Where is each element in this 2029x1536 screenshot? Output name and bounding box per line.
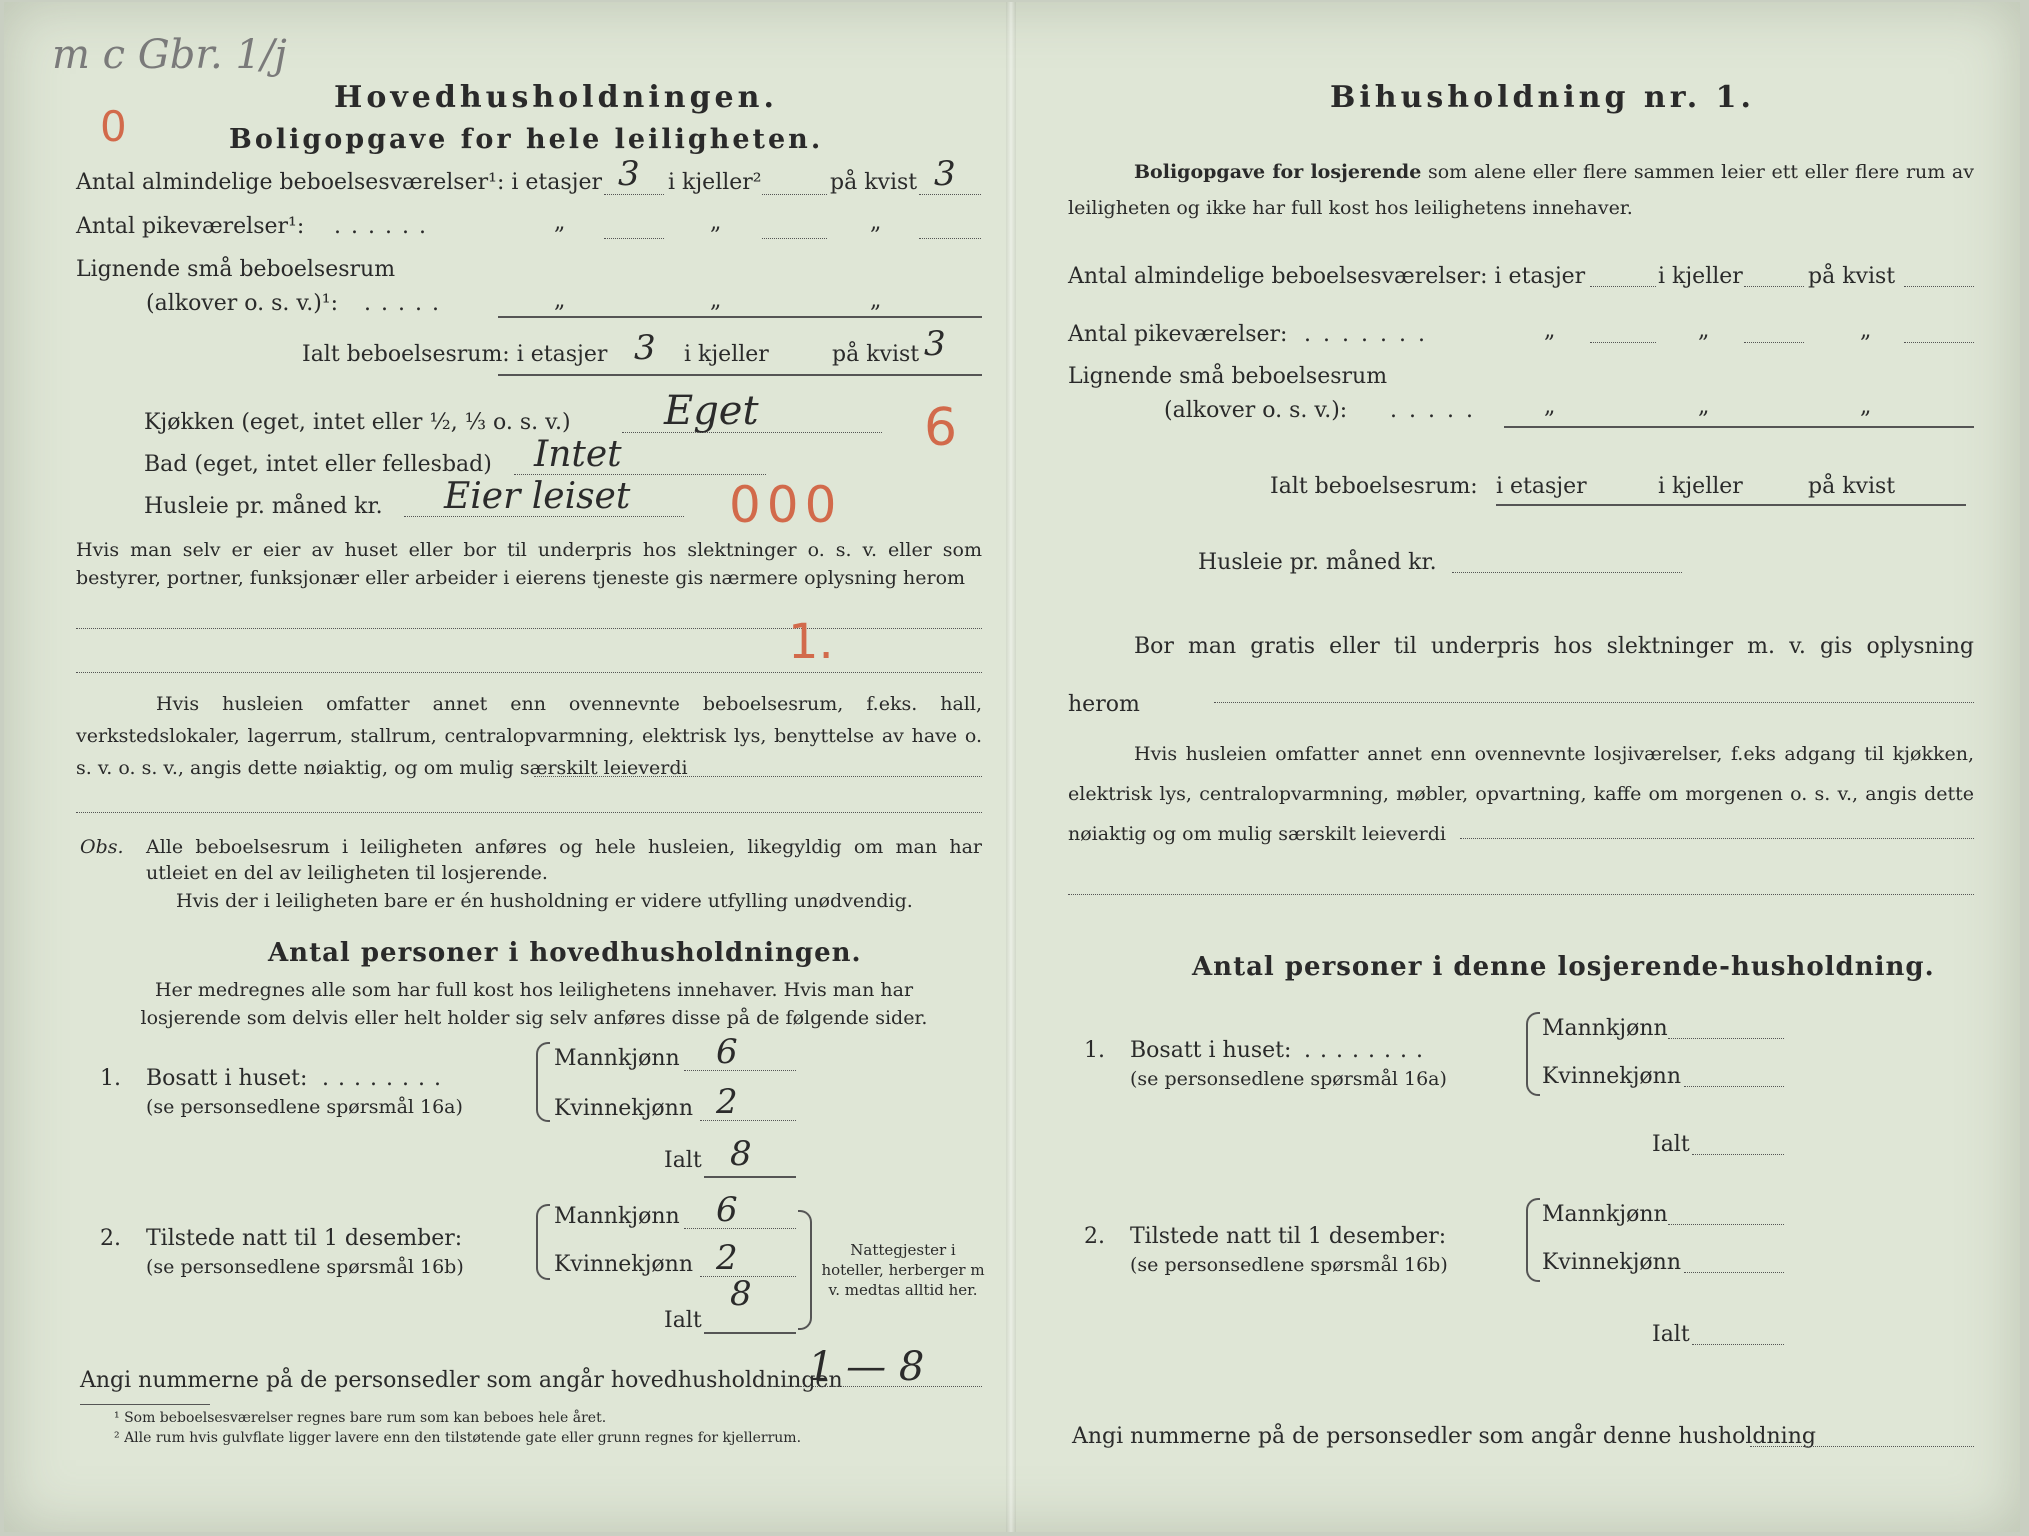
left-q2-mann-value: 6 <box>716 1190 738 1230</box>
obs-text-1: Alle beboelsesrum i leiligheten anføres og hele husleien, likegyldig om man har utleiet en del av leiligheten til losjerende. <box>146 836 982 884</box>
husleie-label: Husleie pr. måned kr. <box>144 494 383 519</box>
left-title: Hovedhusholdningen. <box>334 80 778 115</box>
right-intro-rest: som alene eller flere sammen leier ett eller flere rum av leiligheten og ikke har full kost hos leilighetens innehaver. <box>1068 161 1974 219</box>
red-one-annotation: 1. <box>788 614 834 670</box>
left-q2-kvinne-label: Kvinnekjønn <box>554 1252 693 1277</box>
left-q1-mann-label: Mannkjønn <box>554 1046 680 1071</box>
red-six-annotation: 6 <box>924 398 958 458</box>
left-angi-label: Angi nummerne på de personsedler som angår hovedhusholdningen <box>80 1368 843 1393</box>
right-persons-title: Antal personer i denne losjerende-husholdning. <box>1192 952 1935 982</box>
right-angi-label: Angi nummerne på de personsedler som angår denne husholdning <box>1072 1424 1816 1449</box>
right-q2-num: 2. <box>1084 1224 1105 1249</box>
right-q1-kvinne-label: Kvinnekjønn <box>1542 1064 1681 1089</box>
ialt-rooms-label: Ialt beboelsesrum: i etasjer <box>302 342 608 367</box>
page-fold <box>1006 2 1016 1532</box>
left-q2-kvinne-value: 2 <box>716 1238 738 1278</box>
right-ialt-label: Ialt beboelsesrum: <box>1270 474 1478 499</box>
right-q2-mann-label: Mannkjønn <box>1542 1202 1668 1227</box>
alkover-ditto-2: „ <box>710 288 722 313</box>
ialt-etasjer-value: 3 <box>634 328 656 368</box>
left-q1-kvinne-value: 2 <box>716 1082 738 1122</box>
right-kjeller-label: i kjeller <box>1658 264 1743 289</box>
right-gratis-text: Bor man gratis eller til underpris hos slektninger m. v. gis oplysning herom <box>1068 634 1974 717</box>
nattegjester-note: Nattegjester i hoteller, herberger m v. medtas alltid her. <box>821 1241 985 1299</box>
right-q2-kvinne-label: Kvinnekjønn <box>1542 1250 1681 1275</box>
ialt-kjeller-label: i kjeller <box>684 342 769 367</box>
alkover-ditto-1: „ <box>554 288 566 313</box>
right-rooms-label: Antal almindelige beboelsesværelser: i etasjer <box>1068 264 1586 289</box>
pike-ditto-2: „ <box>710 210 722 235</box>
pike-ditto-3: „ <box>870 210 882 235</box>
right-q1-ialt-label: Ialt <box>1652 1132 1690 1157</box>
left-q1-label: Bosatt i huset: <box>146 1066 308 1091</box>
pike-ditto-1: „ <box>554 210 566 235</box>
right-title: Bihusholdning nr. 1. <box>1330 80 1755 115</box>
left-q2-ialt-value: 8 <box>730 1274 752 1314</box>
right-pike-ditto-3: „ <box>1860 318 1872 343</box>
lignende-label: Lignende små beboelsesrum <box>76 257 396 282</box>
rooms-etasjer-value: 3 <box>618 154 640 194</box>
obs-label: Obs. <box>80 836 124 858</box>
alkover-ditto-3: „ <box>870 288 882 313</box>
right-lignende-label: Lignende små beboelsesrum <box>1068 364 1388 389</box>
rooms-kvist-value: 3 <box>934 154 956 194</box>
left-q2-mann-label: Mannkjønn <box>554 1204 680 1229</box>
right-q2-label: Tilstede natt til 1 desember: <box>1130 1224 1447 1249</box>
left-q1-ialt-label: Ialt <box>664 1148 702 1173</box>
right-ialt-kvist: på kvist <box>1808 474 1896 499</box>
right-q1-num: 1. <box>1084 1038 1105 1063</box>
left-q2-label: Tilstede natt til 1 desember: <box>146 1226 463 1251</box>
husleie-note: Hvis husleien omfatter annet enn ovennevnte beboelsesrum, f.eks. hall, verkstedslokaler, lagerrum, stallrum, centralopvarmning, elektrisk lys, benyttelse av have o. s. v. o. s. v., angis dette nøiaktig, og om mulig særskilt leieverdi <box>76 693 982 779</box>
left-persons-note: Her medregnes alle som har full kost hos leilighetens innehaver. Hvis man har losjerende som delvis eller helt holder sig selv anføres disse på de følgende sider. <box>140 979 928 1029</box>
red-zeros-annotation: 000 <box>729 476 843 534</box>
husleie-value: Eier leiset <box>444 476 631 517</box>
left-q1-ialt-value: 8 <box>730 1134 752 1174</box>
right-husleie-label: Husleie pr. måned kr. <box>1198 550 1437 575</box>
left-q2-sub: (se personsedlene spørsmål 16b) <box>146 1256 464 1278</box>
right-alkover-label: (alkover o. s. v.): <box>1164 398 1348 423</box>
rooms-kvist-label: på kvist <box>830 170 918 195</box>
pencil-annotation: m c Gbr. 1/j <box>52 32 287 78</box>
right-husleie-note: Hvis husleien omfatter annet enn ovennevnte losjiværelser, f.eks adgang til kjøkken, elektrisk lys, centralopvarmning, møbler, opvartning, kaffe om morgenen o. s. v., angis dette nøiaktig og om mulig særskilt leieverdi <box>1068 743 1974 845</box>
obs-text-2: Hvis der i leiligheten bare er én husholdning er videre utfylling unødvendig. <box>176 890 913 912</box>
kjokken-value: Eget <box>664 388 759 434</box>
rooms-kjeller-label: i kjeller² <box>668 170 762 195</box>
footnote-2: ² Alle rum hvis gulvflate ligger lavere enn den tilstøtende gate eller grunn regnes for kjellerrum. <box>114 1430 802 1446</box>
left-q1-mann-value: 6 <box>716 1032 738 1072</box>
right-ialt-kjeller: i kjeller <box>1658 474 1743 499</box>
right-q1-sub: (se personsedlene spørsmål 16a) <box>1130 1068 1447 1090</box>
right-q1-mann-label: Mannkjønn <box>1542 1016 1668 1041</box>
right-intro-bold: Boligopgave for losjerende <box>1134 161 1422 183</box>
kjokken-label: Kjøkken (eget, intet eller ½, ⅓ o. s. v.) <box>144 410 571 435</box>
pike-label: Antal pikeværelser¹: <box>76 214 305 239</box>
left-q1-sub: (se personsedlene spørsmål 16a) <box>146 1096 463 1118</box>
left-q2-ialt-label: Ialt <box>664 1308 702 1333</box>
census-form-sheet: m c Gbr. 1/j 0 Hovedhusholdningen. Boligopgave for hele leiligheten. Antal almindelige beboelsesværelser¹: i etasjer 3 i kjeller² på kvist 3 Antal pikeværelser¹: ...... „ „ „ Lignende små beboelsesrum (alkover o. s. v.)¹: ..... „ „ „ Ialt beboelsesrum: i etasjer 3 i kjeller på kvist 3 Kjøkken (eget, intet eller ½, ⅓ o. s. v.) Eget 6 Bad (eget, intet eller fellesbad) Intet Husleie pr. måned kr. Eier leiset 000 Hvis man selv er eier av huset eller bor til underpris hos slektninger o. s. v. eller som bestyrer, portner, funksjonær eller arbeider i eierens tjeneste gis nærmere oplysning herom 1. Hvis husleien omfatter annet enn ovennevnte beboelsesrum, f.eks. hall, verkstedslokaler, lagerrum, stallrum, centralopvarmning, elektrisk lys, benyttelse av have o. s. v. o. s. v., angis dette nøiaktig, og om mulig særskilt leieverdi Obs. Alle beboelsesrum i leiligheten anføres og hele husleien, likegyldig om man har utleiet en del av leiligheten til losjerende. Hvis der i leiligheten bare er én husholdning er videre utfylling unødvendig. Antal personer i hovedhusholdningen. Her medregnes alle som har full kost hos leilighetens innehaver. Hvis man har losjerende som delvis eller helt holder sig selv anføres disse på de følgende sider. 1. Bosatt i huset: ........ (se personsedlene spørsmål 16a) Mannkjønn 6 Kvinnekjønn 2 Ialt 8 2. Tilstede natt til 1 desember: (se personsedlene spørsmål 16b) Mannkjønn 6 Kvinnekjønn 2 8 Ialt Nattegjester i hoteller, herberger m v. medtas alltid her. Angi nummerne på de personsedler som angår hovedhusholdningen 1 — 8 ¹ Som beboelsesværelser regnes bare rum som kan beboes hele året. ² Alle rum hvis gulvflate ligger lavere enn den tilstøtende gate eller grunn regnes for kjellerrum. Bihusholdning nr. 1. Boligopgave for losjerende som alene eller flere sammen leier ett eller flere rum av leiligheten og ikke har full kost hos leilighetens innehaver. Antal almindelige beboelsesværelser: i etasjer i kjeller på kvist Antal pikeværelser: ....... „ „ „ Lignende små beboelsesrum (alkover o. s. v.): ..... „ „ „ Ialt beboelsesrum: i etasjer i kjeller på kvist Husleie pr. måned kr. Bor man gratis eller til underpris hos slektninger m. v. gis oplysning herom Hvis husleien omfatter annet enn ovennevnte losjiværelser, f.eks adgang til kjøkken, elektrisk lys, centralopvarmning, møbler, opvartning, kaffe om morgenen o. s. v., angis dette nøiaktig og om mulig særskilt leieverdi Antal personer i denne losjerende-husholdning. 1. Bosatt i huset: ........ (se personsedlene spørsmål 16a) Mannkjønn Kvinnekjønn Ialt 2. Tilstede natt til 1 desember: (se personsedlene spørsmål 16b) Mannkjønn Kvinnekjønn Ialt Angi nummerne på de personsedler som angår denne husholdning <box>4 2 2020 1532</box>
right-pike-ditto-1: „ <box>1544 318 1556 343</box>
left-persons-title: Antal personer i hovedhusholdningen. <box>268 938 862 968</box>
ialt-kvist-label: på kvist <box>832 342 920 367</box>
eier-note: Hvis man selv er eier av huset eller bor til underpris hos slektninger o. s. v. eller som bestyrer, portner, funksjonær eller arbeider i eierens tjeneste gis nærmere oplysning herom <box>76 539 982 589</box>
left-q2-num: 2. <box>100 1226 121 1251</box>
bad-value: Intet <box>534 434 622 475</box>
left-q1-kvinne-label: Kvinnekjønn <box>554 1096 693 1121</box>
alkover-label: (alkover o. s. v.)¹: <box>146 291 339 316</box>
red-zero-annotation: 0 <box>100 102 127 151</box>
left-q1-num: 1. <box>100 1066 121 1091</box>
right-intro <box>1068 154 1974 226</box>
left-subtitle: Boligopgave for hele leiligheten. <box>229 124 824 155</box>
right-pike-label: Antal pikeværelser: <box>1068 322 1288 347</box>
right-q1-label: Bosatt i huset: <box>1130 1038 1292 1063</box>
right-pike-ditto-2: „ <box>1698 318 1710 343</box>
right-alkover-ditto-1: „ <box>1544 394 1556 419</box>
right-ialt-etasjer: i etasjer <box>1496 474 1587 499</box>
ialt-kvist-value: 3 <box>924 324 946 364</box>
right-q2-ialt-label: Ialt <box>1652 1322 1690 1347</box>
right-alkover-ditto-2: „ <box>1698 394 1710 419</box>
right-alkover-ditto-3: „ <box>1860 394 1872 419</box>
rooms-label: Antal almindelige beboelsesværelser¹: i etasjer <box>76 170 603 195</box>
footnote-1: ¹ Som beboelsesværelser regnes bare rum som kan beboes hele året. <box>114 1410 607 1426</box>
left-angi-value: 1 — 8 <box>808 1344 925 1390</box>
bad-label: Bad (eget, intet eller fellesbad) <box>144 452 492 477</box>
right-kvist-label: på kvist <box>1808 264 1896 289</box>
right-q2-sub: (se personsedlene spørsmål 16b) <box>1130 1254 1448 1276</box>
